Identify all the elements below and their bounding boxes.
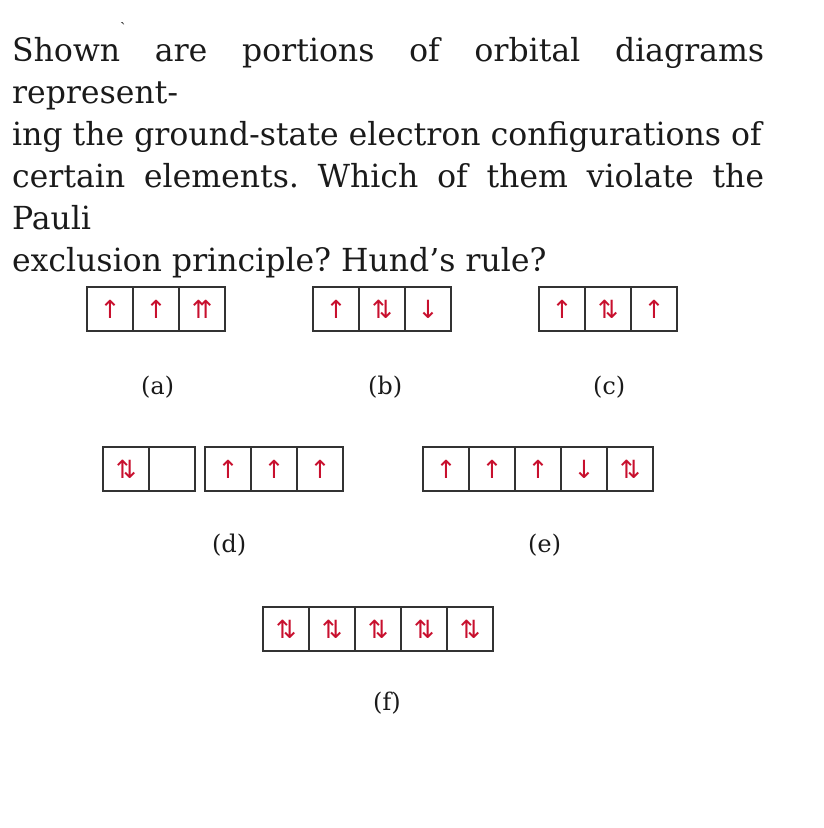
orbital-box: ↓	[560, 446, 608, 492]
question-line-1: Shown are portions of orbital diagrams represent-	[12, 33, 764, 111]
diagram-c-label: (c)	[593, 372, 626, 400]
orbital-box: ↑	[630, 286, 678, 332]
diagram-a-label: (a)	[141, 372, 175, 400]
orbital-box: ↑	[514, 446, 562, 492]
orbital-box: ↑	[86, 286, 134, 332]
orbital-box: ↑	[296, 446, 344, 492]
orbital-box-empty	[148, 446, 196, 492]
question-line-3: certain elements. Which of them violate the Pauli	[12, 159, 764, 237]
diagram-d-orbitals-empty	[148, 446, 196, 492]
diagram-e-label: (e)	[528, 530, 561, 558]
diagram-d-label: (d)	[212, 530, 247, 558]
question-text	[12, 30, 764, 282]
orbital-box: ⇅	[354, 606, 402, 652]
diagram-c-orbitals	[538, 286, 678, 332]
orbital-box: ⇅	[358, 286, 406, 332]
orbital-box: ↑	[204, 446, 252, 492]
diagram-a-orbitals	[86, 286, 226, 332]
orbital-box: ⇅	[606, 446, 654, 492]
diagram-f-label: (f)	[373, 688, 401, 716]
orbital-box: ⇅	[102, 446, 150, 492]
orbital-box: ↑	[538, 286, 586, 332]
diagram-f-orbitals	[262, 606, 494, 652]
question-line-4: exclusion principle? Hund’s rule?	[12, 243, 547, 279]
orbital-box: ⇈	[178, 286, 226, 332]
question-line-2: ing the ground-state electron configurations of	[12, 117, 762, 153]
orbital-box: ⇅	[400, 606, 448, 652]
orbital-box: ↑	[132, 286, 180, 332]
orbital-box: ↑	[422, 446, 470, 492]
diagram-d-orbitals-p	[204, 446, 344, 492]
orbital-box: ⇅	[308, 606, 356, 652]
diagram-d-orbitals-s	[102, 446, 150, 492]
orbital-box: ⇅	[584, 286, 632, 332]
orbital-box: ↑	[312, 286, 360, 332]
orbital-box: ↓	[404, 286, 452, 332]
pen-mark: ˎ	[120, 6, 126, 25]
orbital-box: ⇅	[262, 606, 310, 652]
orbital-box: ↑	[468, 446, 516, 492]
diagram-e-orbitals	[422, 446, 654, 492]
diagram-b-label: (b)	[368, 372, 403, 400]
diagram-b-orbitals	[312, 286, 452, 332]
orbital-box: ⇅	[446, 606, 494, 652]
orbital-box: ↑	[250, 446, 298, 492]
